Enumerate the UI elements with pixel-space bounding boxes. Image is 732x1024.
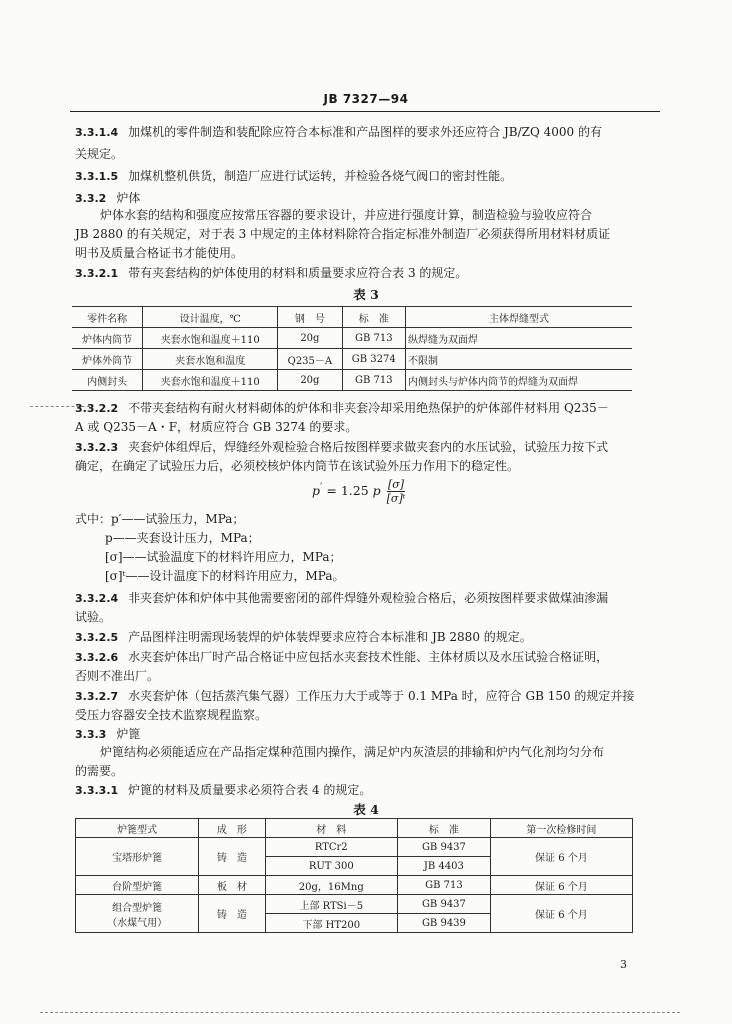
table-header-cell: 材 料 xyxy=(265,819,398,838)
table-cell: GB 9437 xyxy=(398,838,491,857)
legend-line: [σ]——试验温度下的材料许用应力，MPa； xyxy=(105,550,342,564)
table-cell: 铸 造 xyxy=(199,895,265,933)
table-cell-line: （水煤气用） xyxy=(107,917,168,929)
table-cell: 上部 RTSi－5 xyxy=(265,895,398,914)
table-3-header xyxy=(72,307,632,328)
legend-line: p——夹套设计压力，MPa； xyxy=(105,531,260,545)
clause-3322-cont: A 或 Q235－A・F，材质应符合 GB 3274 的要求。 xyxy=(75,420,358,434)
stress-ratio: $\frac{[\sigma]}{\text{[σ]ᵗ}}$ xyxy=(386,478,406,505)
clause-3315: 3.3.1.5 加煤机整机供货，制造厂应进行试运转，并检验各烧气阀口的密封性能。 xyxy=(75,169,513,183)
para-332-3: 明书及质量合格证书才能使用。 xyxy=(75,246,244,260)
test-pressure-formula: p′ = 1.25 p $\frac{[\sigma]}{\text{[σ]ᵗ}}$ xyxy=(312,478,406,505)
table-cell: GB 9437 xyxy=(398,895,491,914)
clause-3324-cont: 试验。 xyxy=(75,610,112,624)
table-cell: GB 3274 xyxy=(342,349,406,370)
clause-3324: 3.3.2.4 非夹套炉体和炉体中其他需要密闭的部件焊缝外观检验合格后，必须按图样要求做煤油渗漏 xyxy=(75,591,609,605)
table-cell: RTCr2 xyxy=(265,838,398,857)
table-cell: 内侧封头与炉体内筒节的焊缝为双面焊 xyxy=(406,370,632,391)
para-332-2: JB 2880 的有关规定，对于表 3 中规定的主体材料除符合指定标准外制造厂必须获得所用材料材质证 xyxy=(75,227,611,241)
section-3-3-3: 3.3.3 炉篦 xyxy=(75,727,141,741)
table-header-cell: 零件名称 xyxy=(72,307,143,328)
table-cell: 20g，16Mng xyxy=(265,876,398,895)
section-3-3-2: 3.3.2 炉体 xyxy=(75,191,141,205)
table-cell: 保证 6 个月 xyxy=(490,895,632,933)
table-cell: Q235－A xyxy=(278,349,342,370)
clause-3326-cont: 否则不准出厂。 xyxy=(75,669,160,683)
page-header: JB 7327—94 xyxy=(323,92,409,106)
table-header-cell: 标 准 xyxy=(398,819,491,838)
table-cell: RUT 300 xyxy=(265,857,398,876)
table-cell: GB 713 xyxy=(398,876,491,895)
table-cell-line: 组合型炉篦 xyxy=(112,902,163,914)
clause-3327-cont: 受压力容器安全技术监察规程监察。 xyxy=(75,708,268,722)
table-cell: GB 713 xyxy=(342,328,406,349)
table-cell: JB 4403 xyxy=(398,857,491,876)
scan-edge xyxy=(40,1012,680,1013)
table-cell: 保证 6 个月 xyxy=(490,876,632,895)
clause-3314: 3.3.1.4 加煤机的零件制造和装配除应符合本标准和产品图样的要求外还应符合 JB/ZQ 4000 的有 xyxy=(75,125,602,139)
table-row xyxy=(72,370,632,391)
legend-line: [σ]ᵗ——设计温度下的材料许用应力，MPa。 xyxy=(105,569,345,583)
table-header-cell: 炉篦型式 xyxy=(76,819,199,838)
table-4 xyxy=(75,818,633,933)
table-row xyxy=(76,895,633,914)
table-header-cell: 设计温度，℃ xyxy=(143,307,278,328)
table-cell: 20g xyxy=(278,370,342,391)
clause-3322: 3.3.2.2 不带夹套结构有耐火材料砌体的炉体和非夹套冷却采用绝热保护的炉体部件材料用 Q235－ xyxy=(75,401,609,415)
table-3 xyxy=(72,306,632,391)
clause-3321: 3.3.2.1 带有夹套结构的炉体使用的材料和质量要求应符合表 3 的规定。 xyxy=(75,266,468,280)
clause-3325: 3.3.2.5 产品图样注明需现场装焊的炉体装焊要求应符合本标准和 JB 2880 的规定。 xyxy=(75,630,532,644)
table-cell: 夹套水饱和温度＋110 xyxy=(143,328,278,349)
table-cell: 铸 造 xyxy=(199,838,265,876)
table-row xyxy=(72,349,632,370)
table-3-caption: 表 3 xyxy=(353,287,379,302)
table-cell: 炉体外筒节 xyxy=(72,349,143,370)
table-cell: 炉体内筒节 xyxy=(72,328,143,349)
table-4-header xyxy=(76,819,633,838)
table-row xyxy=(72,328,632,349)
clause-3323-cont: 确定，在确定了试验压力后，必须校核炉体内筒节在该试验外压力作用下的稳定性。 xyxy=(75,459,520,473)
clause-3323: 3.3.2.3 夹套炉体组焊后，焊缝经外观检验合格后按图样要求做夹套内的水压试验，试验压力按下式 xyxy=(75,440,609,454)
table-cell: 不限制 xyxy=(406,349,632,370)
header-rule xyxy=(70,111,660,112)
table-cell: 20g xyxy=(278,328,342,349)
table-header-cell: 标 准 xyxy=(342,307,406,328)
table-cell: 夹套水饱和温度＋110 xyxy=(143,370,278,391)
table-row xyxy=(76,838,633,857)
table-header-cell: 主体焊缝型式 xyxy=(406,307,632,328)
table-cell: 台阶型炉篦 xyxy=(76,876,199,895)
legend-line: 式中：p′——试验压力，MPa； xyxy=(75,512,245,526)
table-row xyxy=(76,876,633,895)
table-cell: 纵焊缝为双面焊 xyxy=(406,328,632,349)
clause-3326: 3.3.2.6 水夹套炉体出厂时产品合格证中应包括水夹套技术性能、主体材质以及水压试验合格证明， xyxy=(75,650,609,664)
table-cell: 下部 HT200 xyxy=(265,914,398,933)
para-333-1: 炉篦结构必须能适应在产品指定煤种范围内操作，满足炉内灰渣层的排输和炉内气化剂均匀分布 xyxy=(100,745,605,759)
table-cell: 板 材 xyxy=(199,876,265,895)
table-header-cell: 成 形 xyxy=(199,819,265,838)
table-header-cell: 第一次检修时间 xyxy=(490,819,632,838)
para-333-2: 的需要。 xyxy=(75,764,124,778)
table-header-cell: 钢 号 xyxy=(278,307,342,328)
table-cell: GB 713 xyxy=(342,370,406,391)
clause-3327: 3.3.2.7 水夹套炉体（包括蒸汽集气器）工作压力大于或等于 0.1 MPa 时，应符合 GB 150 的规定并接 xyxy=(75,689,635,703)
table-cell: 内侧封头 xyxy=(72,370,143,391)
table-cell: 保证 6 个月 xyxy=(490,838,632,876)
table-4-caption: 表 4 xyxy=(353,802,379,817)
table-cell: 宝塔形炉篦 xyxy=(76,838,199,876)
table-cell xyxy=(76,895,199,933)
clause-3331: 3.3.3.1 炉篦的材料及质量要求必须符合表 4 的规定。 xyxy=(75,783,372,797)
table-cell: 夹套水饱和温度 xyxy=(143,349,278,370)
para-332-1: 炉体水套的结构和强度应按常压容器的要求设计，并应进行强度计算，制造检验与验收应符合 xyxy=(100,208,593,222)
page-number: 3 xyxy=(620,958,627,971)
clause-3314-cont: 关规定。 xyxy=(75,147,124,161)
table-cell: GB 9439 xyxy=(398,914,491,933)
